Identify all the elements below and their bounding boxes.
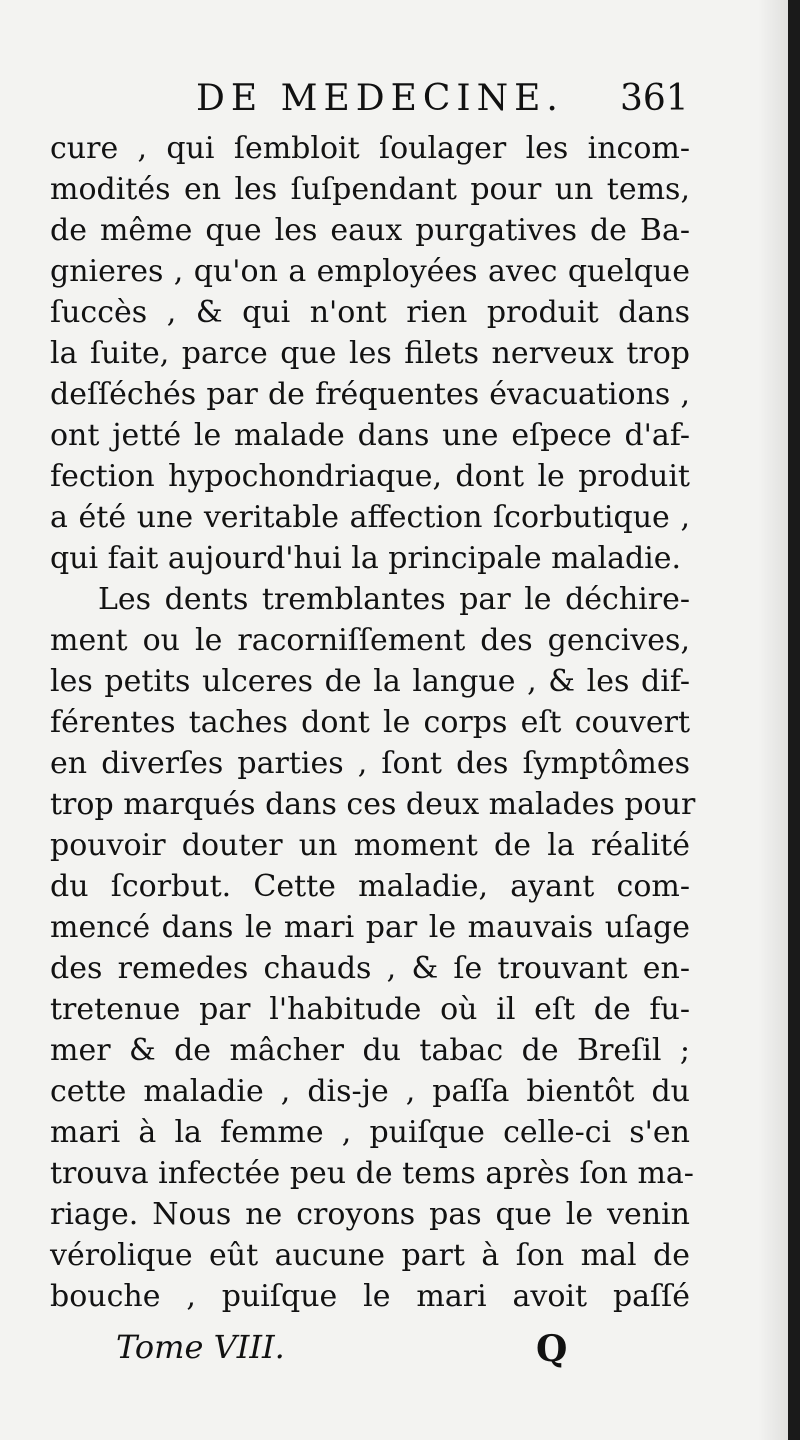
page-number: 361 [620, 78, 689, 119]
text-line: cure , qui ſembloit ſoulager les incom- [50, 131, 690, 166]
text-line: pouvoir douter un moment de la réalité [50, 828, 690, 863]
text-line: a été une veritable affection ſcorbutique , [50, 500, 690, 535]
text-line: ſuccès , & qui n'ont rien produit dans [50, 295, 690, 330]
text-line: mer & de mâcher du tabac de Breſil ; [50, 1033, 690, 1068]
paragraph-start-line: Les dents tremblantes par le déchire- [98, 582, 690, 617]
text-line: trop marqués dans ces deux malades pour [50, 787, 696, 822]
text-line: deſſéchés par de fréquentes évacuations , [50, 377, 690, 412]
signature-mark: Q [536, 1328, 568, 1370]
text-line: riage. Nous ne croyons pas que le venin [50, 1197, 690, 1232]
text-line: vérolique eût aucune part à ſon mal de [50, 1238, 690, 1273]
page-edge-shadow [758, 0, 788, 1440]
text-line: trouva infectée peu de tems après ſon ma- [50, 1156, 694, 1191]
text-line: les petits ulceres de la langue , & les dif- [50, 664, 690, 699]
text-line: qui fait aujourd'hui la principale maladie. [50, 541, 682, 576]
volume-mark: Tome VIII. [116, 1328, 285, 1366]
page-header [196, 78, 696, 128]
text-line: gnieres , qu'on a employées avec quelque [50, 254, 690, 289]
text-line: mari à la femme , puiſque celle-ci s'en [50, 1115, 690, 1150]
text-line: des remedes chauds , & ſe trouvant en- [50, 951, 690, 986]
text-line: du ſcorbut. Cette maladie, ayant com- [50, 869, 690, 904]
text-line: en diverſes parties , ſont des ſymptômes [50, 746, 690, 781]
book-spine-edge [788, 0, 800, 1440]
page-footer [116, 1328, 616, 1378]
text-line: férentes taches dont le corps eſt couvert [50, 705, 690, 740]
text-line: modités en les ſuſpendant pour un tems, [50, 172, 690, 207]
text-line: mencé dans le mari par le mauvais uſage [50, 910, 690, 945]
text-line: fection hypochondriaque, dont le produit [50, 459, 690, 494]
text-line: ment ou le racorniſſement des gencives, [50, 623, 690, 658]
text-line: ont jetté le malade dans une eſpece d'af- [50, 418, 690, 453]
text-line: de même que les eaux purgatives de Ba- [50, 213, 690, 248]
text-line: la ſuite, parce que les filets nerveux trop [50, 336, 690, 371]
text-line: tretenue par l'habitude où il eſt de fu- [50, 992, 690, 1027]
text-line: bouche , puiſque le mari avoit paſſé [50, 1279, 690, 1314]
text-line: cette maladie , dis-je , paſſa bientôt du [50, 1074, 690, 1109]
running-title: DE MEDECINE. [196, 78, 564, 119]
body-text [50, 128, 696, 1317]
